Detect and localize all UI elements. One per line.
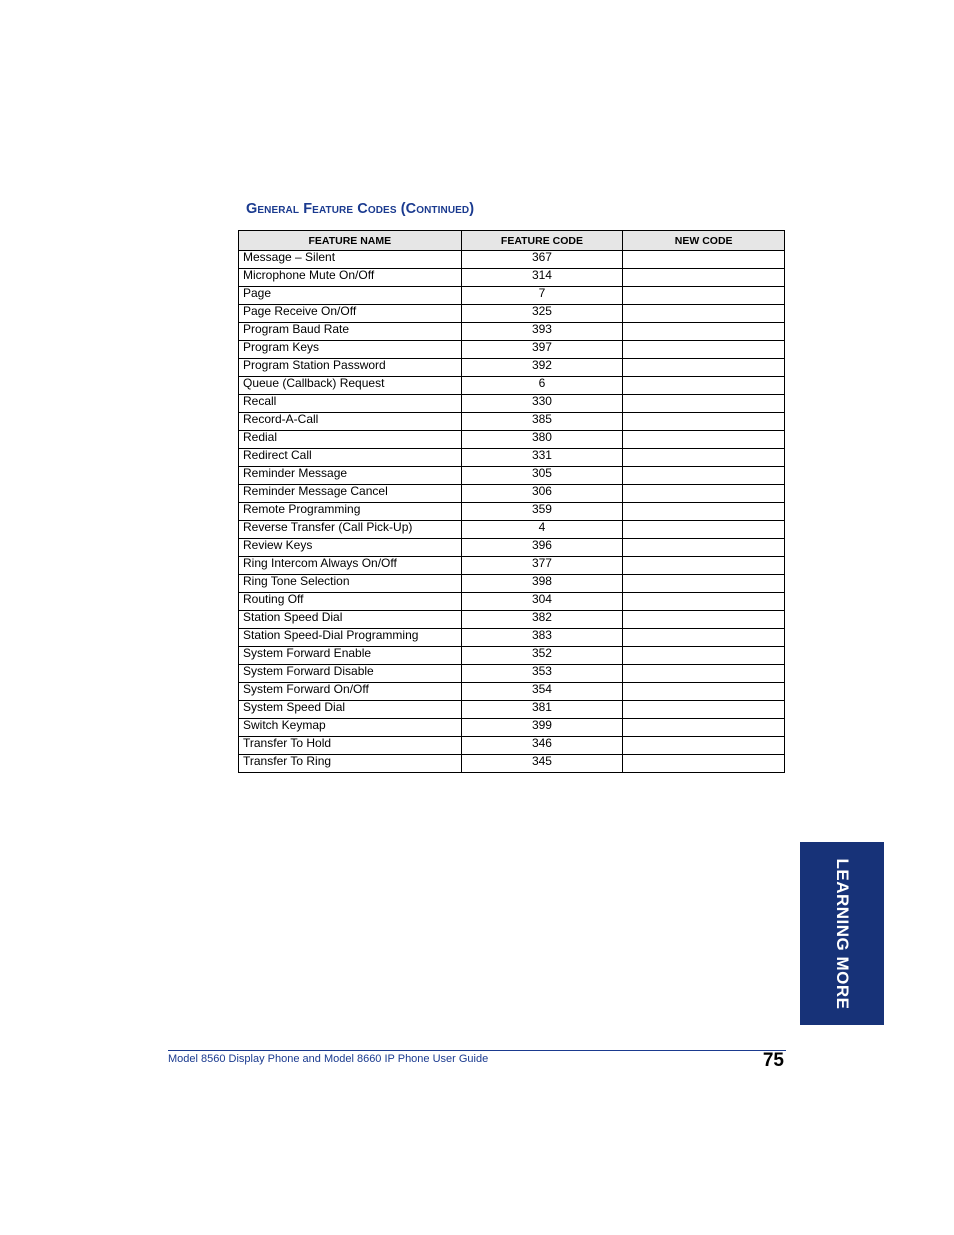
new-code-cell: [623, 593, 785, 611]
feature-name-cell: Ring Tone Selection: [239, 575, 462, 593]
table-row: [239, 485, 785, 503]
feature-code-cell: 367: [461, 251, 623, 269]
feature-code-cell: 385: [461, 413, 623, 431]
footer-guide-title: Model 8560 Display Phone and Model 8660 IP Phone User Guide: [168, 1053, 489, 1065]
feature-name-cell: Reminder Message: [239, 467, 462, 485]
table-row: [239, 413, 785, 431]
feature-code-cell: 6: [461, 377, 623, 395]
feature-code-cell: 383: [461, 629, 623, 647]
new-code-cell: [623, 647, 785, 665]
feature-code-cell: 346: [461, 737, 623, 755]
table-row: [239, 647, 785, 665]
table-row: [239, 665, 785, 683]
new-code-cell: [623, 629, 785, 647]
feature-code-cell: 377: [461, 557, 623, 575]
table-row: [239, 593, 785, 611]
new-code-cell: [623, 665, 785, 683]
column-header-feature-code: FEATURE CODE: [461, 231, 623, 251]
new-code-cell: [623, 431, 785, 449]
feature-name-cell: Transfer To Hold: [239, 737, 462, 755]
feature-name-cell: Switch Keymap: [239, 719, 462, 737]
new-code-cell: [623, 341, 785, 359]
table-row: [239, 539, 785, 557]
feature-name-cell: System Forward Enable: [239, 647, 462, 665]
new-code-cell: [623, 287, 785, 305]
feature-name-cell: Remote Programming: [239, 503, 462, 521]
feature-name-cell: Station Speed-Dial Programming: [239, 629, 462, 647]
feature-name-cell: Microphone Mute On/Off: [239, 269, 462, 287]
feature-name-cell: Queue (Callback) Request: [239, 377, 462, 395]
feature-code-cell: 306: [461, 485, 623, 503]
feature-code-cell: 380: [461, 431, 623, 449]
new-code-cell: [623, 683, 785, 701]
table-row: [239, 719, 785, 737]
new-code-cell: [623, 269, 785, 287]
table-header-row: [239, 231, 785, 251]
new-code-cell: [623, 701, 785, 719]
feature-name-cell: Record-A-Call: [239, 413, 462, 431]
feature-name-cell: Reverse Transfer (Call Pick-Up): [239, 521, 462, 539]
table-row: [239, 323, 785, 341]
table-row: [239, 305, 785, 323]
feature-name-cell: Program Keys: [239, 341, 462, 359]
feature-name-cell: Page Receive On/Off: [239, 305, 462, 323]
feature-name-cell: Reminder Message Cancel: [239, 485, 462, 503]
feature-code-cell: 7: [461, 287, 623, 305]
table-row: [239, 611, 785, 629]
table-row: [239, 395, 785, 413]
feature-name-cell: Recall: [239, 395, 462, 413]
new-code-cell: [623, 395, 785, 413]
table-row: [239, 287, 785, 305]
new-code-cell: [623, 413, 785, 431]
new-code-cell: [623, 359, 785, 377]
table-row: [239, 701, 785, 719]
new-code-cell: [623, 539, 785, 557]
feature-code-cell: 4: [461, 521, 623, 539]
feature-code-cell: 330: [461, 395, 623, 413]
new-code-cell: [623, 485, 785, 503]
table-body: [239, 251, 785, 773]
table-row: [239, 557, 785, 575]
feature-code-cell: 381: [461, 701, 623, 719]
table-row: [239, 737, 785, 755]
new-code-cell: [623, 557, 785, 575]
new-code-cell: [623, 449, 785, 467]
new-code-cell: [623, 305, 785, 323]
feature-code-cell: 325: [461, 305, 623, 323]
feature-code-cell: 393: [461, 323, 623, 341]
new-code-cell: [623, 737, 785, 755]
feature-code-cell: 314: [461, 269, 623, 287]
feature-name-cell: Program Baud Rate: [239, 323, 462, 341]
feature-code-cell: 392: [461, 359, 623, 377]
feature-code-cell: 331: [461, 449, 623, 467]
table-row: [239, 467, 785, 485]
column-header-new-code: NEW CODE: [623, 231, 785, 251]
table-row: [239, 377, 785, 395]
new-code-cell: [623, 467, 785, 485]
table-row: [239, 575, 785, 593]
table-row: [239, 683, 785, 701]
page-number: 75: [762, 1050, 784, 1071]
new-code-cell: [623, 719, 785, 737]
feature-code-cell: 354: [461, 683, 623, 701]
feature-name-cell: Routing Off: [239, 593, 462, 611]
feature-name-cell: Redirect Call: [239, 449, 462, 467]
feature-code-cell: 396: [461, 539, 623, 557]
new-code-cell: [623, 323, 785, 341]
feature-code-cell: 345: [461, 755, 623, 773]
table-row: [239, 269, 785, 287]
feature-name-cell: Review Keys: [239, 539, 462, 557]
feature-code-cell: 352: [461, 647, 623, 665]
column-header-feature-name: FEATURE NAME: [239, 231, 462, 251]
table-row: [239, 521, 785, 539]
feature-name-cell: Station Speed Dial: [239, 611, 462, 629]
table-row: [239, 251, 785, 269]
feature-name-cell: System Speed Dial: [239, 701, 462, 719]
feature-name-cell: Transfer To Ring: [239, 755, 462, 773]
feature-code-cell: 382: [461, 611, 623, 629]
feature-name-cell: System Forward Disable: [239, 665, 462, 683]
new-code-cell: [623, 611, 785, 629]
feature-name-cell: Page: [239, 287, 462, 305]
feature-name-cell: Ring Intercom Always On/Off: [239, 557, 462, 575]
new-code-cell: [623, 503, 785, 521]
feature-code-cell: 399: [461, 719, 623, 737]
new-code-cell: [623, 377, 785, 395]
feature-name-cell: Program Station Password: [239, 359, 462, 377]
table-row: [239, 341, 785, 359]
feature-name-cell: Message – Silent: [239, 251, 462, 269]
learning-more-side-tab: [800, 842, 884, 1025]
side-tab-label: LEARNING MORE: [833, 858, 852, 1010]
feature-codes-table: [238, 230, 785, 773]
section-heading: General Feature Codes (Continued): [246, 201, 475, 217]
feature-code-cell: 304: [461, 593, 623, 611]
feature-code-cell: 397: [461, 341, 623, 359]
footer-divider: [168, 1050, 786, 1051]
table-row: [239, 629, 785, 647]
table-row: [239, 755, 785, 773]
new-code-cell: [623, 755, 785, 773]
new-code-cell: [623, 251, 785, 269]
feature-code-cell: 353: [461, 665, 623, 683]
new-code-cell: [623, 575, 785, 593]
table-row: [239, 359, 785, 377]
feature-code-cell: 359: [461, 503, 623, 521]
feature-code-cell: 398: [461, 575, 623, 593]
feature-name-cell: System Forward On/Off: [239, 683, 462, 701]
new-code-cell: [623, 521, 785, 539]
table-row: [239, 449, 785, 467]
feature-name-cell: Redial: [239, 431, 462, 449]
feature-code-cell: 305: [461, 467, 623, 485]
table-row: [239, 503, 785, 521]
table-row: [239, 431, 785, 449]
